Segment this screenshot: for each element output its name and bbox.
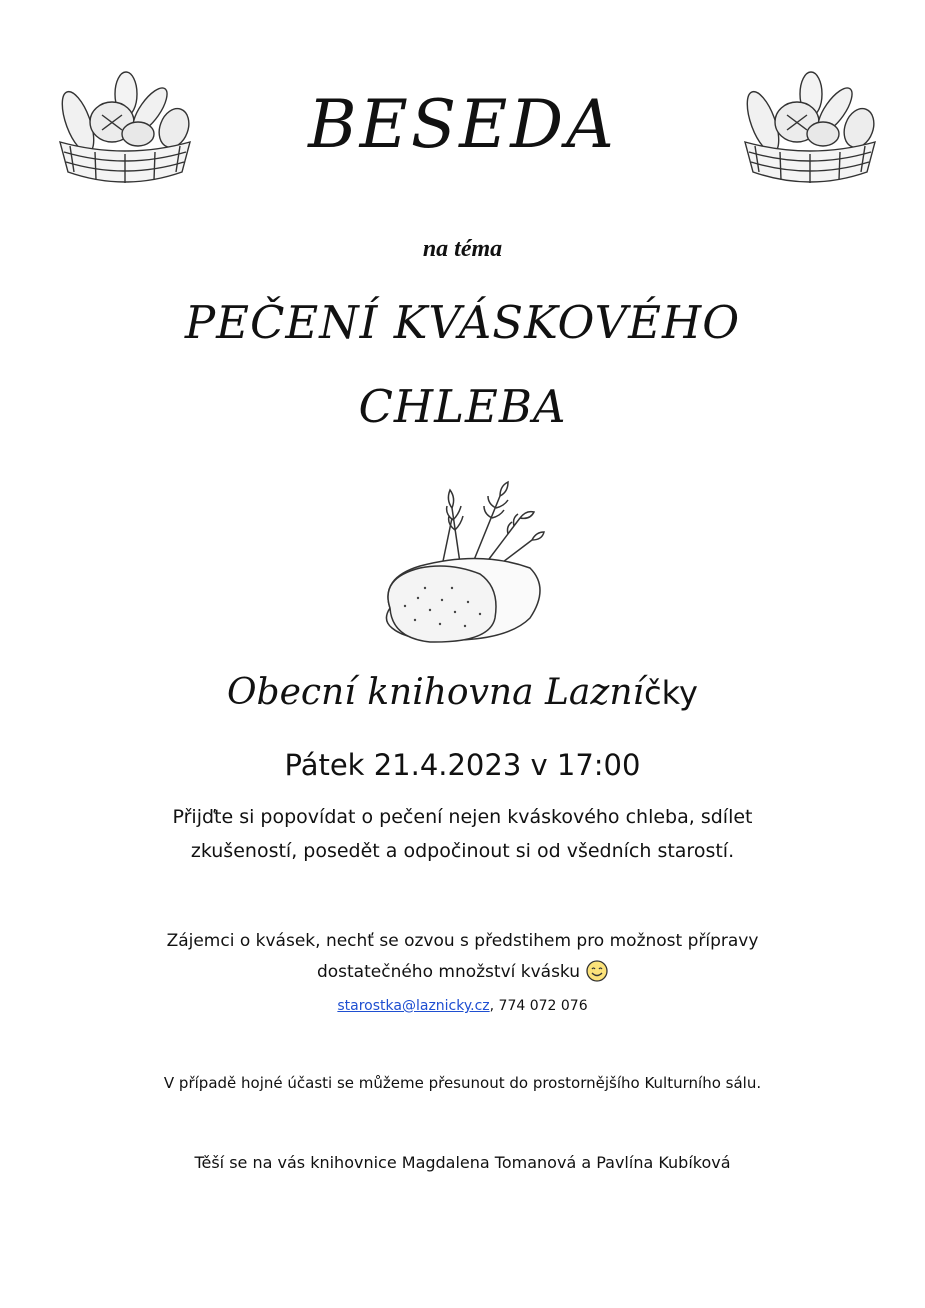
signature-line: Těší se na vás knihovnice Magdalena Tomanová a Pavlína Kubíková: [194, 1153, 731, 1172]
invitation-paragraph: [0, 800, 925, 868]
sourdough-line-2: dostatečného množství kvásku: [316, 962, 581, 982]
sourdough-line-1: Zájemci o kvásek, nechť se ozvou s předstihem pro možnost přípravy: [166, 931, 759, 951]
venue-name: [0, 672, 925, 713]
page-title: BESEDA: [308, 86, 617, 163]
event-date: Pátek 21.4.2023 v 17:00: [284, 748, 641, 782]
venue-script-text: Obecní knihovna Lazní: [227, 672, 645, 713]
subtitle: na téma: [422, 236, 503, 262]
headline-line-2: CHLEBA: [358, 380, 567, 433]
venue-tail-text: čky: [644, 674, 698, 712]
phone-number: , 774 072 076: [489, 998, 588, 1014]
smiley-face-icon: [586, 960, 608, 982]
relocation-note: V případě hojné účasti se můžeme přesunout do prostornějšího Kulturního sálu.: [163, 1074, 762, 1092]
headline-line-1: PEČENÍ KVÁSKOVÉHO: [184, 296, 741, 349]
invitation-line-2: zkušeností, posedět a odpočinout si od všedních starostí.: [190, 840, 735, 862]
contact-line: [0, 998, 925, 1014]
sourdough-line-2-wrap: [0, 957, 925, 988]
email-link[interactable]: starostka@laznicky.cz: [337, 998, 490, 1014]
sourdough-paragraph: [0, 926, 925, 988]
invitation-line-1: Přijďte si popovídat o pečení nejen kváskového chleba, sdílet: [172, 806, 753, 828]
bread-loaf-wheat-icon: [370, 478, 555, 648]
